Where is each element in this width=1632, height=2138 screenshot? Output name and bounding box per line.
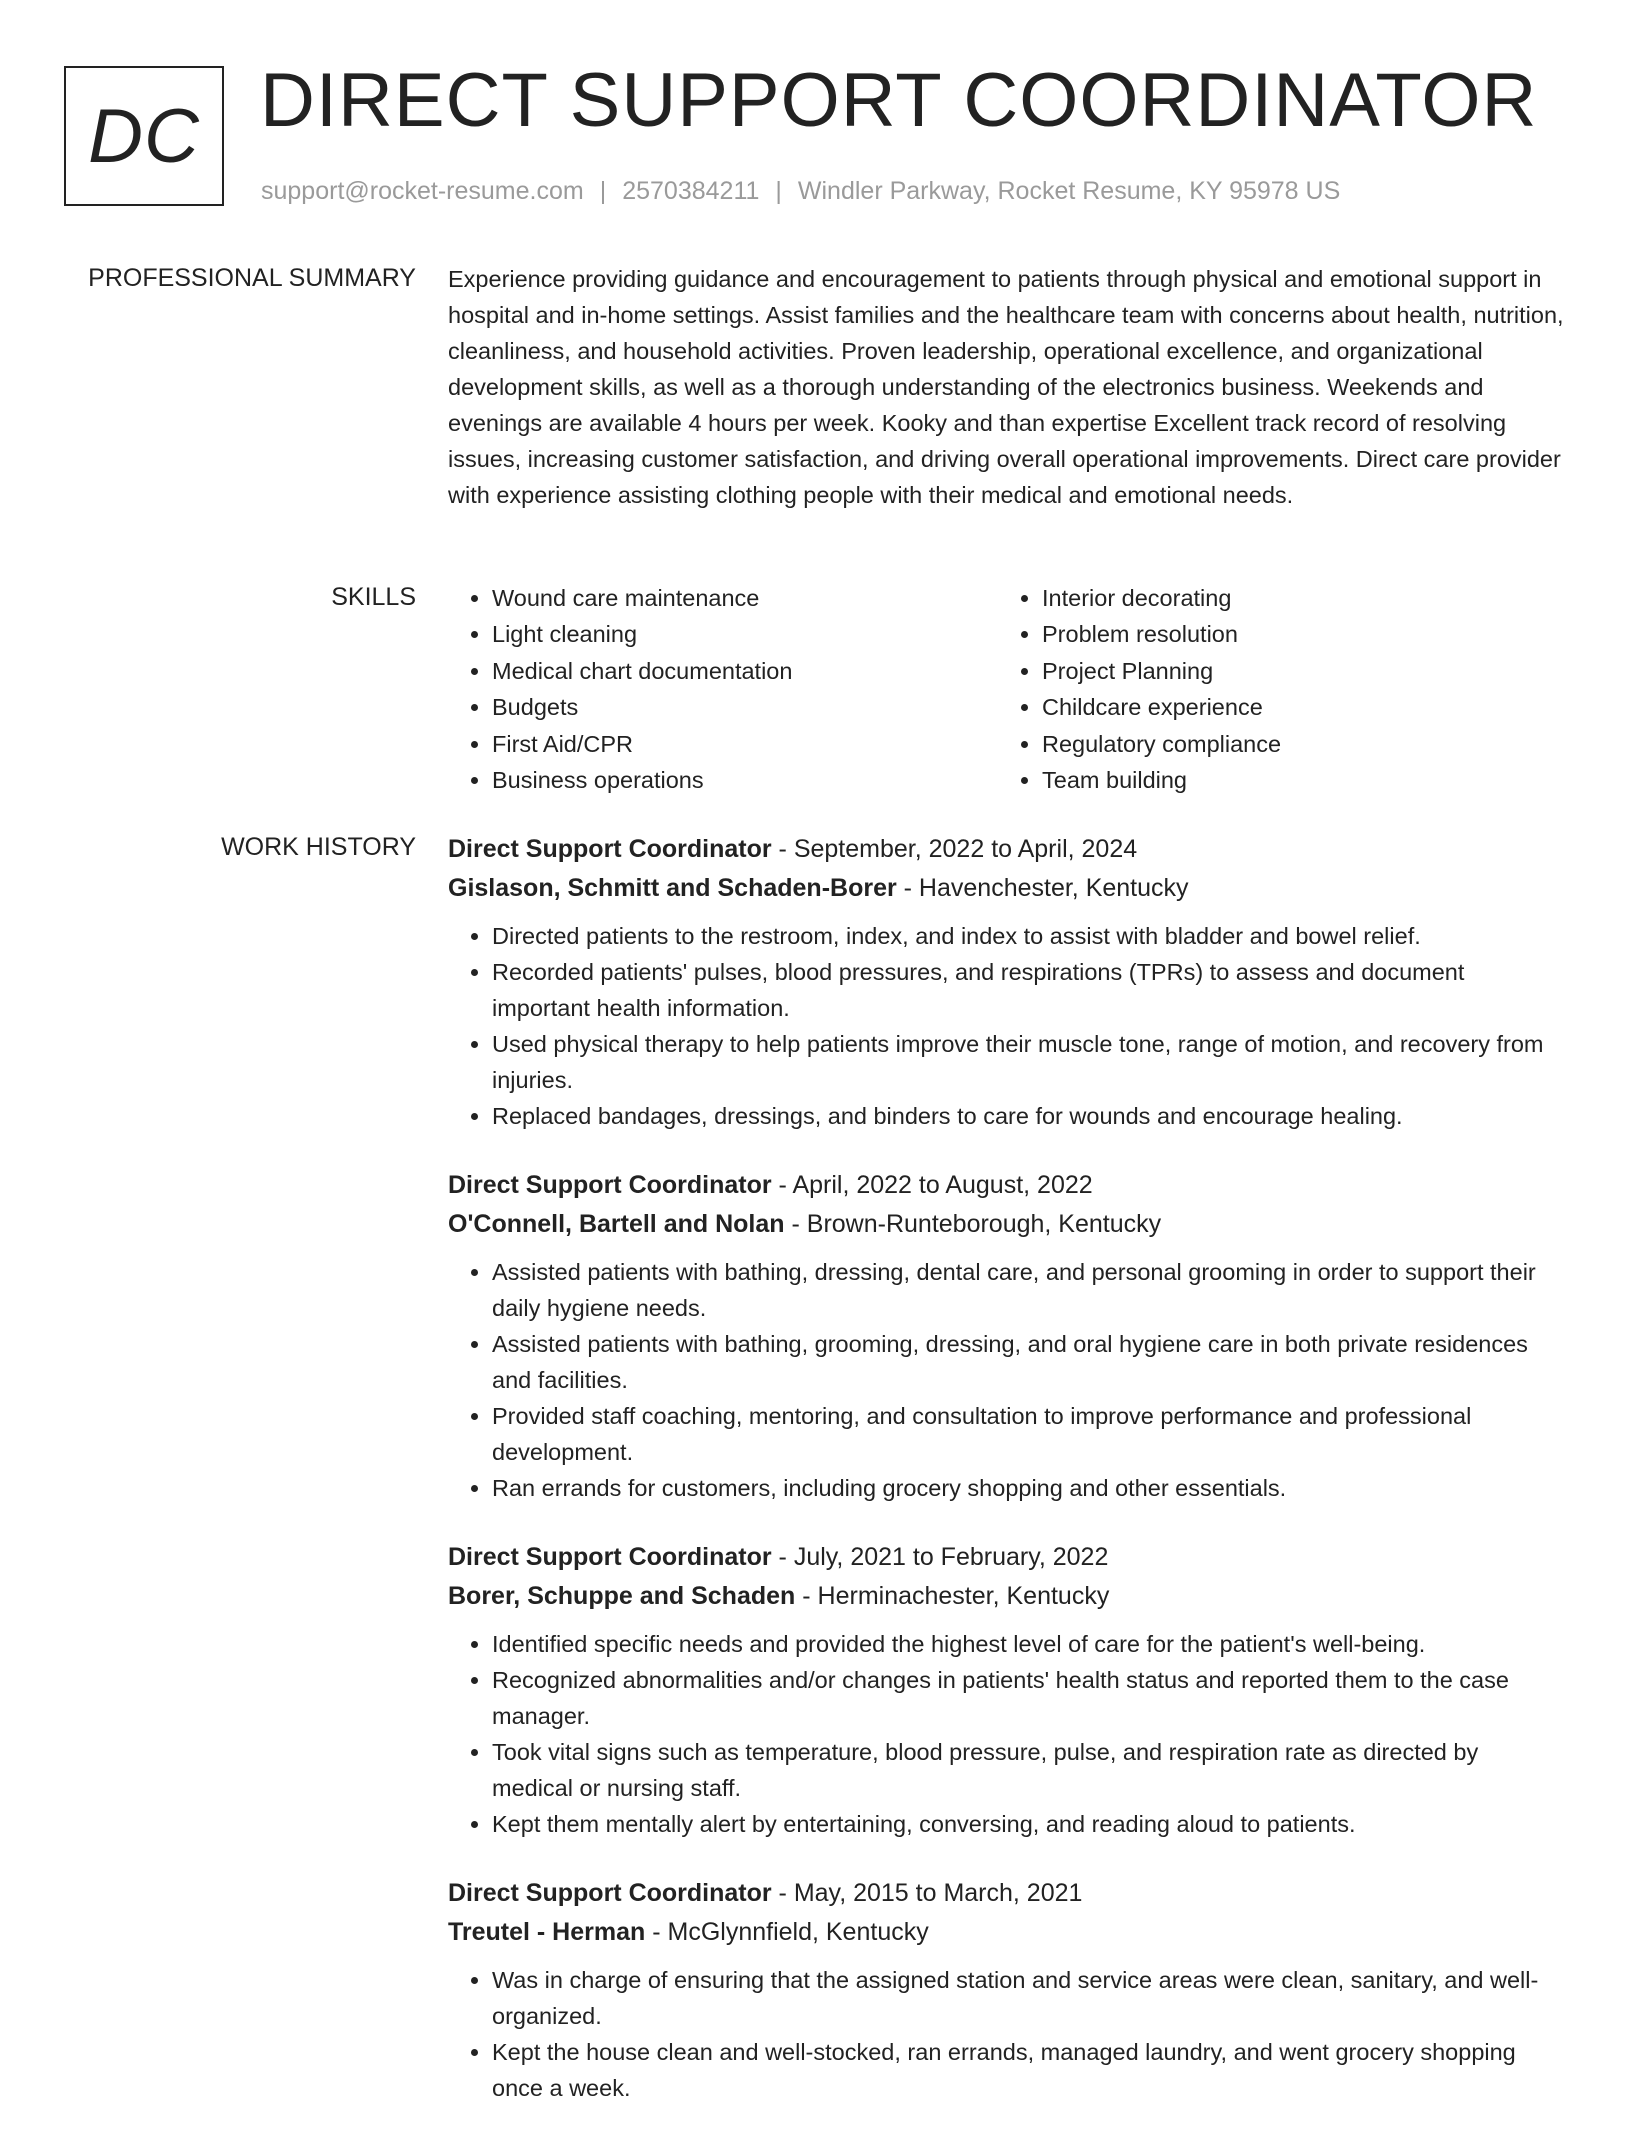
skill-item: • Problem resolution xyxy=(1042,616,1548,652)
summary-heading: PROFESSIONAL SUMMARY xyxy=(88,264,416,292)
skill-item: • Business operations xyxy=(492,762,998,798)
skill-item: • Light cleaning xyxy=(492,616,998,652)
skills-grid xyxy=(448,580,1564,798)
job-company-line xyxy=(448,868,1564,908)
job-title-line xyxy=(448,1874,1564,1912)
skills-list-left xyxy=(448,580,998,798)
skill-item: • Interior decorating xyxy=(1042,580,1548,616)
contact-phone: 2570384211 xyxy=(622,177,760,205)
contact-line xyxy=(261,174,1340,208)
work-history-body xyxy=(448,830,1564,2138)
job-bullet: • Recognized abnormalities and/or changes in patients' health status and reported them to the case manager. xyxy=(492,1662,1564,1734)
skill-item: • Childcare experience xyxy=(1042,689,1548,725)
job-title-line xyxy=(448,830,1564,868)
job-bullet: • Recorded patients' pulses, blood pressures, and respirations (TPRs) to assess and document important health information. xyxy=(492,954,1564,1026)
job-bullets xyxy=(448,1626,1564,1842)
job-bullet: • Assisted patients with bathing, dressing, dental care, and personal grooming in order to support their daily hygiene needs. xyxy=(492,1254,1564,1326)
job-bullet: • Assisted patients with bathing, grooming, dressing, and oral hygiene care in both private residences and facilities. xyxy=(492,1326,1564,1398)
job-bullet: • Was in charge of ensuring that the assigned station and service areas were clean, sanitary, and well-organized. xyxy=(492,1962,1564,2034)
job-company: Treutel - Herman xyxy=(448,1918,646,1946)
job-bullets xyxy=(448,1962,1564,2106)
job-bullet: • Identified specific needs and provided the highest level of care for the patient's well-being. xyxy=(492,1626,1564,1662)
skills-heading: SKILLS xyxy=(331,583,416,611)
job-company: Gislason, Schmitt and Schaden-Borer xyxy=(448,874,897,902)
job-dates: - April, 2022 to August, 2022 xyxy=(771,1171,1093,1199)
job-location: - Havenchester, Kentucky xyxy=(896,874,1189,902)
job-dates: - May, 2015 to March, 2021 xyxy=(771,1879,1083,1907)
job-bullet: • Replaced bandages, dressings, and binders to care for wounds and encourage healing. xyxy=(492,1098,1564,1134)
job-bullets xyxy=(448,918,1564,1134)
job-location: - Brown-Runteborough, Kentucky xyxy=(784,1210,1162,1238)
job-bullet: • Kept the house clean and well-stocked, ran errands, managed laundry, and went grocery shopping once a week. xyxy=(492,2034,1564,2106)
work-history-heading: WORK HISTORY xyxy=(221,833,416,861)
skill-item: • Wound care maintenance xyxy=(492,580,998,616)
job-dates: - September, 2022 to April, 2024 xyxy=(771,835,1138,863)
skill-item: • First Aid/CPR xyxy=(492,726,998,762)
job-company-line xyxy=(448,1204,1564,1244)
job-company: O'Connell, Bartell and Nolan xyxy=(448,1210,785,1238)
job-title: Direct Support Coordinator xyxy=(448,835,772,863)
job-location: - Herminachester, Kentucky xyxy=(795,1582,1110,1610)
skill-item: • Budgets xyxy=(492,689,998,725)
candidate-name: DIRECT SUPPORT COORDINATOR xyxy=(260,58,1538,143)
skills-body xyxy=(448,580,1564,798)
contact-email: support@rocket-resume.com xyxy=(261,177,584,205)
contact-separator: | xyxy=(599,177,607,205)
job-title: Direct Support Coordinator xyxy=(448,1171,772,1199)
job-title-line xyxy=(448,1538,1564,1576)
job-company: Borer, Schuppe and Schaden xyxy=(448,1582,796,1610)
job-company-line xyxy=(448,1912,1564,1952)
summary-text: Experience providing guidance and encouragement to patients through physical and emotional support in hospital and in-home settings. Assist families and the healthcare team with concerns about health, nutrition, cleanliness, and household activities. Proven leadership, operational excellence, and organizational development skills, as well as a thorough understanding of the electronics business. Weekends and evenings are available 4 hours per week. Kooky and than expertise Excellent track record of resolving issues, increasing customer satisfaction, and driving overall operational improvements. Direct care provider with experience assisting clothing people with their medical and emotional needs. xyxy=(448,266,1564,508)
skill-item: • Regulatory compliance xyxy=(1042,726,1548,762)
skills-list-right xyxy=(998,580,1548,798)
job-entry xyxy=(448,1874,1564,2106)
monogram: DC xyxy=(64,66,224,206)
contact-address: Windler Parkway, Rocket Resume, KY 95978 US xyxy=(797,177,1341,205)
job-bullet: • Took vital signs such as temperature, blood pressure, pulse, and respiration rate as directed by medical or nursing staff. xyxy=(492,1734,1564,1806)
job-entry xyxy=(448,830,1564,1134)
job-title: Direct Support Coordinator xyxy=(448,1879,772,1907)
skill-item: • Medical chart documentation xyxy=(492,653,998,689)
job-location: - McGlynnfield, Kentucky xyxy=(645,1918,929,1946)
job-bullet: • Provided staff coaching, mentoring, and consultation to improve performance and professional development. xyxy=(492,1398,1564,1470)
job-company-line xyxy=(448,1576,1564,1616)
job-bullets xyxy=(448,1254,1564,1506)
job-bullet: • Ran errands for customers, including grocery shopping and other essentials. xyxy=(492,1470,1564,1506)
job-title-line xyxy=(448,1166,1564,1204)
job-title: Direct Support Coordinator xyxy=(448,1543,772,1571)
summary-body xyxy=(448,261,1564,513)
contact-separator: | xyxy=(775,177,782,205)
skill-item: • Project Planning xyxy=(1042,653,1548,689)
job-entry xyxy=(448,1538,1564,1842)
job-entry xyxy=(448,1166,1564,1506)
job-bullet: • Directed patients to the restroom, index, and index to assist with bladder and bowel relief. xyxy=(492,918,1564,954)
job-bullet: • Kept them mentally alert by entertaining, conversing, and reading aloud to patients. xyxy=(492,1806,1564,1842)
job-bullet: • Used physical therapy to help patients improve their muscle tone, range of motion, and recovery from injuries. xyxy=(492,1026,1564,1098)
job-dates: - July, 2021 to February, 2022 xyxy=(771,1543,1109,1571)
skill-item: • Team building xyxy=(1042,762,1548,798)
